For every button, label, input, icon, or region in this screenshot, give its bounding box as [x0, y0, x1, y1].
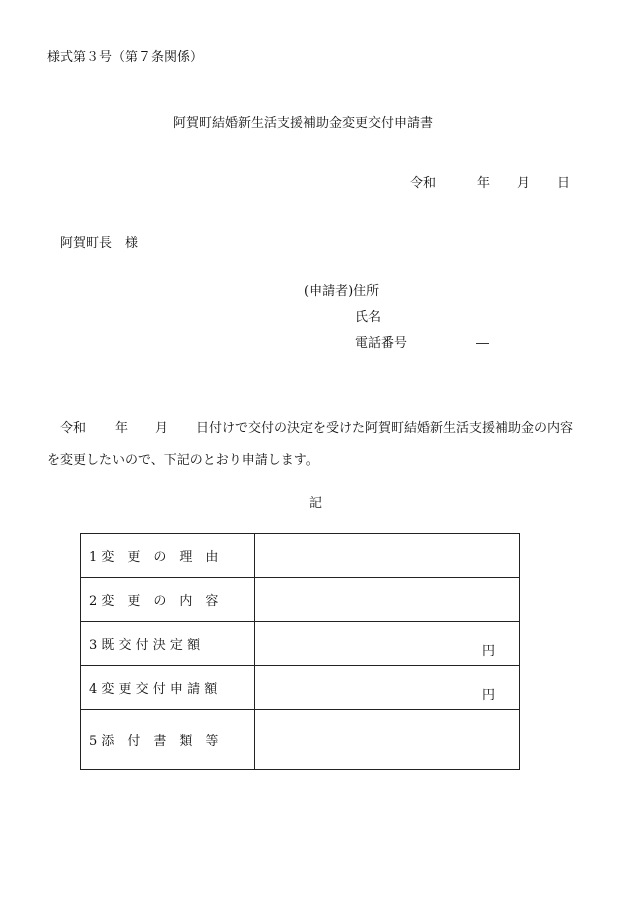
body-era: 令和	[60, 421, 87, 436]
yen-unit: 円	[481, 644, 495, 659]
date-era: 令和	[410, 176, 437, 191]
body-line2: を変更したいので、下記のとおり申請します。	[47, 453, 319, 468]
applicant-address-label: (申請者)住所	[304, 284, 380, 299]
date-year-unit: 年	[477, 176, 491, 191]
record-heading: 記	[309, 496, 323, 511]
body-year-unit: 年	[115, 421, 129, 436]
table-row	[81, 666, 520, 710]
body-month-unit: 月	[155, 421, 169, 436]
body-line1-rest: 日付けで交付の決定を受けた阿賀町結婚新生活支援補助金の内容	[196, 421, 574, 436]
addressee: 阿賀町長 様	[60, 236, 139, 251]
yen-unit: 円	[481, 688, 495, 703]
table-row	[81, 534, 520, 578]
applicant-phone-label: 電話番号	[355, 336, 408, 351]
table-row	[81, 710, 520, 770]
row-value-decided-amount[interactable]	[255, 622, 520, 666]
date-day-unit: 日	[557, 176, 571, 191]
row-label-reason: 1 変 更 の 理 由	[81, 534, 255, 578]
row-label-requested-amount: 4 変 更 交 付 申 請 額	[81, 666, 255, 710]
row-value-attachments[interactable]	[255, 710, 520, 770]
application-table	[80, 533, 520, 770]
form-number: 様式第３号（第７条関係）	[47, 50, 204, 65]
row-value-reason[interactable]	[255, 534, 520, 578]
row-label-content: 2 変 更 の 内 容	[81, 578, 255, 622]
row-label-decided-amount: 3 既 交 付 決 定 額	[81, 622, 255, 666]
row-value-content[interactable]	[255, 578, 520, 622]
date-month-unit: 月	[517, 176, 531, 191]
table-row	[81, 622, 520, 666]
table-row	[81, 578, 520, 622]
phone-separator: ―	[476, 336, 489, 351]
row-value-requested-amount[interactable]	[255, 666, 520, 710]
document-title: 阿賀町結婚新生活支援補助金変更交付申請書	[173, 116, 434, 131]
row-label-attachments: 5 添 付 書 類 等	[81, 710, 255, 770]
applicant-name-label: 氏名	[355, 310, 382, 325]
